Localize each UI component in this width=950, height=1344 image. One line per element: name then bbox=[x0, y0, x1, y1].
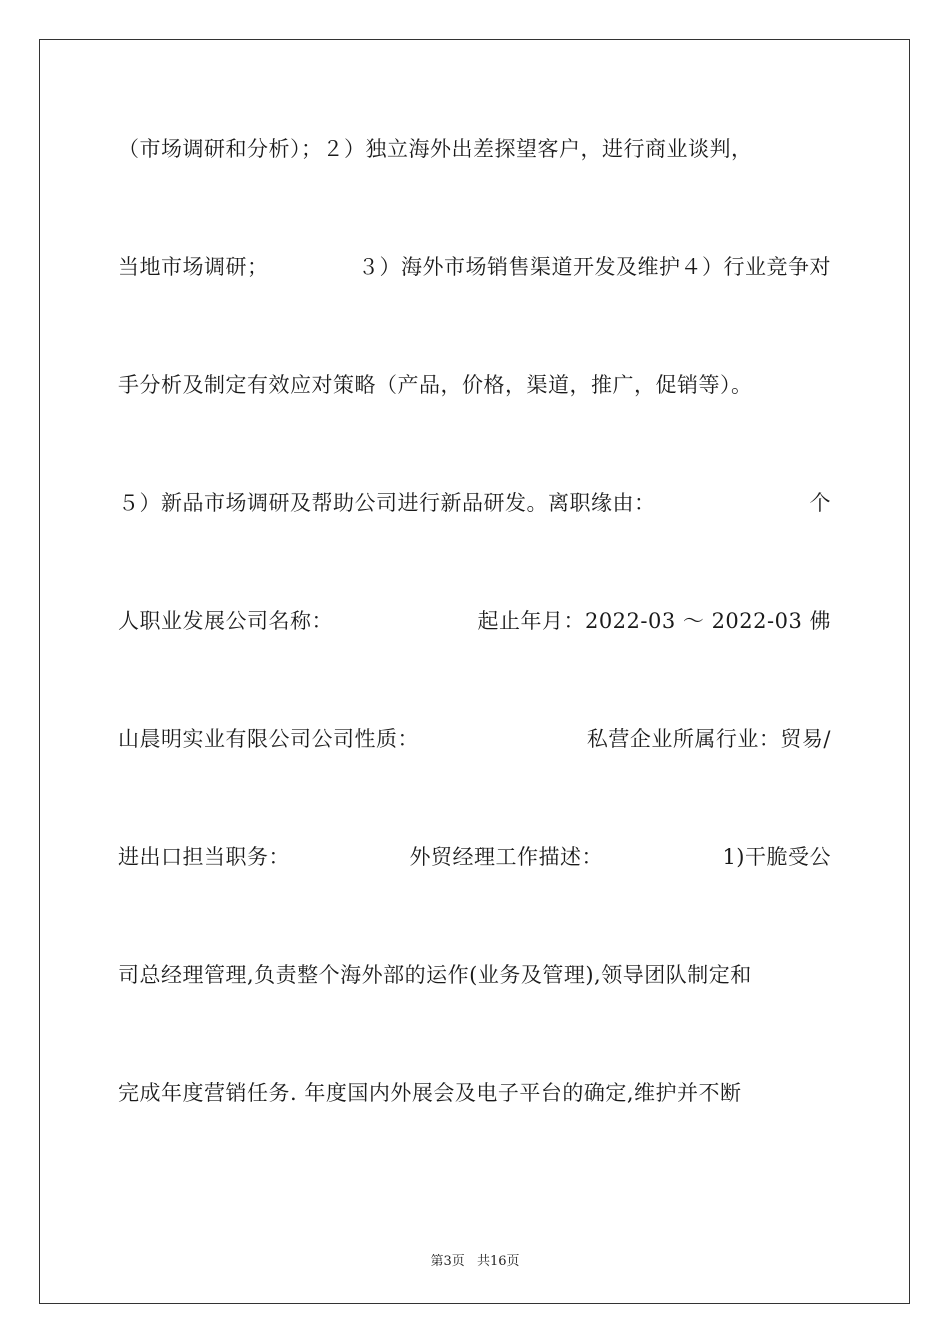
text-segment: ３）海外市场销售渠道开发及维护４）行业竞争对 bbox=[358, 255, 831, 279]
text-line bbox=[118, 361, 831, 407]
text-segment: 山晨明实业有限公司公司性质： bbox=[118, 727, 419, 751]
text-segment: 起止年月：2022-03 ～ 2022-03 佛 bbox=[477, 609, 831, 633]
text-line bbox=[118, 715, 831, 761]
text-segment: 私营企业所属行业：贸易/ bbox=[586, 727, 831, 751]
text-segment: 手分析及制定有效应对策略（产品，价格，渠道，推广，促销等）。 bbox=[118, 373, 753, 397]
document-body bbox=[118, 125, 831, 1187]
text-segment: 进出口担当职务： bbox=[118, 845, 290, 869]
text-segment: 外贸经理工作描述： bbox=[409, 845, 603, 869]
text-line bbox=[118, 597, 831, 643]
text-line bbox=[118, 833, 831, 879]
text-line bbox=[118, 951, 831, 997]
text-line bbox=[118, 479, 831, 525]
text-segment: 当地市场调研； bbox=[118, 255, 269, 279]
page-footer bbox=[0, 1250, 950, 1269]
text-line bbox=[118, 1069, 831, 1115]
total-page-count: 共16页 bbox=[476, 1254, 520, 1269]
text-line bbox=[118, 243, 831, 289]
text-segment: ５）新品市场调研及帮助公司进行新品研发。离职缘由： bbox=[118, 491, 656, 515]
text-segment: 人职业发展公司名称： bbox=[118, 609, 333, 633]
text-line bbox=[118, 125, 831, 171]
text-segment: 个 bbox=[809, 491, 831, 515]
text-segment: 1)干脆受公 bbox=[722, 845, 831, 869]
text-segment: （市场调研和分析）；２）独立海外出差探望客户，进行商业谈判， bbox=[118, 137, 753, 161]
text-segment: 完成年度营销任务. 年度国内外展会及电子平台的确定,维护并不断 bbox=[118, 1081, 742, 1105]
text-segment: 司总经理管理,负责整个海外部的运作(业务及管理),领导团队制定和 bbox=[118, 963, 752, 987]
current-page-number: 第3页 bbox=[430, 1254, 465, 1269]
